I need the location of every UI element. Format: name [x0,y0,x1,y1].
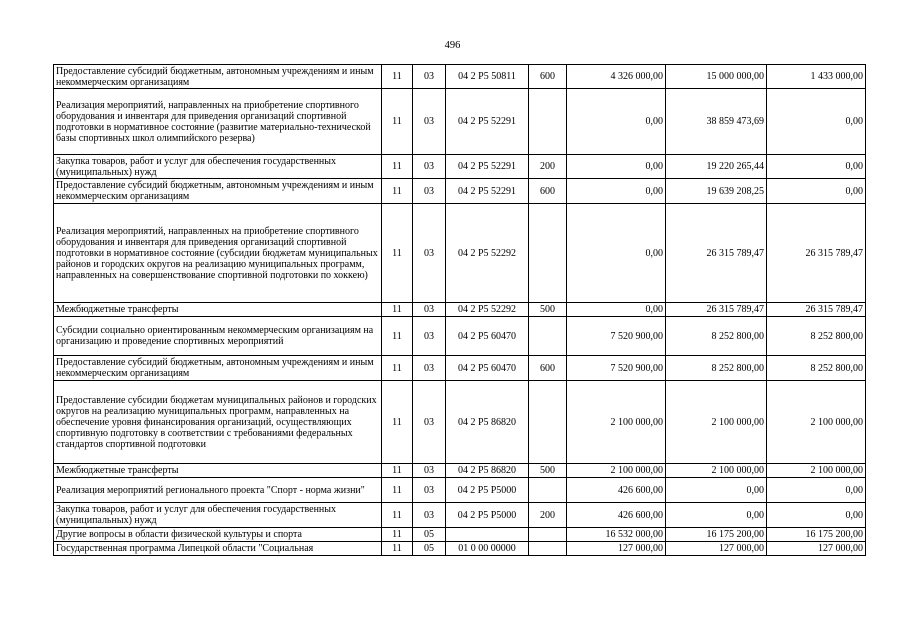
amount-year-3: 8 252 800,00 [767,356,866,381]
row-name: Предоставление субсидий бюджетным, автономным учреждениям и иным некоммерческим организациям [54,356,382,381]
table-row [54,503,866,528]
page-number: 496 [444,40,461,51]
amount-year-1: 0,00 [567,89,666,155]
amount-year-2: 8 252 800,00 [666,356,767,381]
section-code: 11 [382,204,413,303]
target-article-code: 04 2 Р5 60470 [446,317,529,356]
target-article-code: 04 2 Р5 50811 [446,65,529,89]
table-row [54,155,866,179]
subsection-code: 05 [413,542,446,556]
section-code: 11 [382,478,413,503]
amount-year-2: 0,00 [666,478,767,503]
row-name: Межбюджетные трансферты [54,303,382,317]
amount-year-2: 16 175 200,00 [666,528,767,542]
subsection-code: 03 [413,303,446,317]
target-article-code: 04 2 Р5 52292 [446,204,529,303]
subsection-code: 03 [413,155,446,179]
row-name: Предоставление субсидий бюджетным, автономным учреждениям и иным некоммерческим организациям [54,65,382,89]
amount-year-3: 127 000,00 [767,542,866,556]
amount-year-1: 4 326 000,00 [567,65,666,89]
row-name: Закупка товаров, работ и услуг для обеспечения государственных (муниципальных) нужд [54,503,382,528]
expense-type-code: 500 [529,303,567,317]
target-article-code: 04 2 Р5 52292 [446,303,529,317]
amount-year-2: 8 252 800,00 [666,317,767,356]
row-name: Реализация мероприятий, направленных на приобретение спортивного оборудования и инвентаря для приведения организаций спортивной подготовки в нормативное состояние (развитие материально-технической базы спортивных школ олимпийского резерва) [54,89,382,155]
expense-type-code [529,381,567,464]
amount-year-1: 426 600,00 [567,478,666,503]
subsection-code: 03 [413,65,446,89]
table-row [54,317,866,356]
section-code: 11 [382,542,413,556]
amount-year-1: 0,00 [567,155,666,179]
row-name: Предоставление субсидий бюджетным, автономным учреждениям и иным некоммерческим организациям [54,179,382,204]
amount-year-1: 0,00 [567,303,666,317]
section-code: 11 [382,65,413,89]
expense-type-code [529,89,567,155]
table-row [54,356,866,381]
amount-year-1: 426 600,00 [567,503,666,528]
amount-year-1: 0,00 [567,179,666,204]
target-article-code: 04 2 Р5 Р5000 [446,478,529,503]
subsection-code: 03 [413,204,446,303]
section-code: 11 [382,317,413,356]
amount-year-2: 26 315 789,47 [666,303,767,317]
subsection-code: 03 [413,381,446,464]
table-row [54,542,866,556]
amount-year-1: 7 520 900,00 [567,317,666,356]
amount-year-3: 26 315 789,47 [767,303,866,317]
section-code: 11 [382,503,413,528]
subsection-code: 03 [413,89,446,155]
table-row [54,381,866,464]
amount-year-2: 2 100 000,00 [666,381,767,464]
target-article-code: 04 2 Р5 52291 [446,179,529,204]
budget-table [53,64,866,556]
row-name: Другие вопросы в области физической культуры и спорта [54,528,382,542]
section-code: 11 [382,356,413,381]
table-row [54,478,866,503]
amount-year-3: 1 433 000,00 [767,65,866,89]
row-name: Государственная программа Липецкой области "Социальная [54,542,382,556]
expense-type-code [529,478,567,503]
subsection-code: 05 [413,528,446,542]
expense-type-code [529,528,567,542]
table-row [54,179,866,204]
subsection-code: 03 [413,464,446,478]
row-name: Реализация мероприятий регионального проекта "Спорт - норма жизни" [54,478,382,503]
row-name: Закупка товаров, работ и услуг для обеспечения государственных (муниципальных) нужд [54,155,382,179]
table-row [54,65,866,89]
amount-year-3: 8 252 800,00 [767,317,866,356]
section-code: 11 [382,381,413,464]
amount-year-3: 2 100 000,00 [767,464,866,478]
amount-year-2: 38 859 473,69 [666,89,767,155]
amount-year-3: 26 315 789,47 [767,204,866,303]
expense-type-code: 200 [529,503,567,528]
section-code: 11 [382,464,413,478]
table-row [54,464,866,478]
amount-year-2: 26 315 789,47 [666,204,767,303]
target-article-code: 04 2 Р5 52291 [446,155,529,179]
amount-year-1: 2 100 000,00 [567,464,666,478]
target-article-code: 04 2 Р5 86820 [446,464,529,478]
subsection-code: 03 [413,503,446,528]
table-row [54,528,866,542]
amount-year-3: 0,00 [767,155,866,179]
target-article-code: 04 2 Р5 52291 [446,89,529,155]
table-row [54,303,866,317]
expense-type-code: 500 [529,464,567,478]
subsection-code: 03 [413,478,446,503]
section-code: 11 [382,89,413,155]
table-row [54,89,866,155]
expense-type-code [529,542,567,556]
expense-type-code: 600 [529,179,567,204]
section-code: 11 [382,528,413,542]
amount-year-2: 0,00 [666,503,767,528]
amount-year-1: 16 532 000,00 [567,528,666,542]
amount-year-1: 7 520 900,00 [567,356,666,381]
row-name: Реализация мероприятий, направленных на приобретение спортивного оборудования и инвентаря для приведения организаций спортивной подготовки в нормативное состояние (субсидии бюджетам муниципальных районов и городских округов на реализацию муниципальных программ, направленных на совершенствование спортивной подготовки по хоккею) [54,204,382,303]
subsection-code: 03 [413,179,446,204]
section-code: 11 [382,303,413,317]
subsection-code: 03 [413,356,446,381]
row-name: Субсидии социально ориентированным некоммерческим организациям на организацию и проведение спортивных мероприятий [54,317,382,356]
amount-year-3: 2 100 000,00 [767,381,866,464]
amount-year-3: 0,00 [767,179,866,204]
section-code: 11 [382,155,413,179]
table-row [54,204,866,303]
target-article-code: 04 2 Р5 86820 [446,381,529,464]
expense-type-code: 600 [529,65,567,89]
amount-year-2: 127 000,00 [666,542,767,556]
target-article-code: 04 2 Р5 Р5000 [446,503,529,528]
section-code: 11 [382,179,413,204]
amount-year-3: 16 175 200,00 [767,528,866,542]
subsection-code: 03 [413,317,446,356]
amount-year-2: 19 639 208,25 [666,179,767,204]
row-name: Предоставление субсидии бюджетам муниципальных районов и городских округов на реализацию муниципальных программ, направленных на обеспечение уровня финансирования организаций, осуществляющих спортивную подготовку в соответствии с требованиями федеральных стандартов спортивной подготовки [54,381,382,464]
amount-year-1: 0,00 [567,204,666,303]
expense-type-code [529,204,567,303]
amount-year-1: 127 000,00 [567,542,666,556]
row-name: Межбюджетные трансферты [54,464,382,478]
amount-year-3: 0,00 [767,89,866,155]
amount-year-2: 2 100 000,00 [666,464,767,478]
expense-type-code [529,317,567,356]
amount-year-1: 2 100 000,00 [567,381,666,464]
expense-type-code: 600 [529,356,567,381]
target-article-code [446,528,529,542]
amount-year-3: 0,00 [767,478,866,503]
target-article-code: 01 0 00 00000 [446,542,529,556]
amount-year-2: 19 220 265,44 [666,155,767,179]
expense-type-code: 200 [529,155,567,179]
amount-year-2: 15 000 000,00 [666,65,767,89]
target-article-code: 04 2 Р5 60470 [446,356,529,381]
amount-year-3: 0,00 [767,503,866,528]
